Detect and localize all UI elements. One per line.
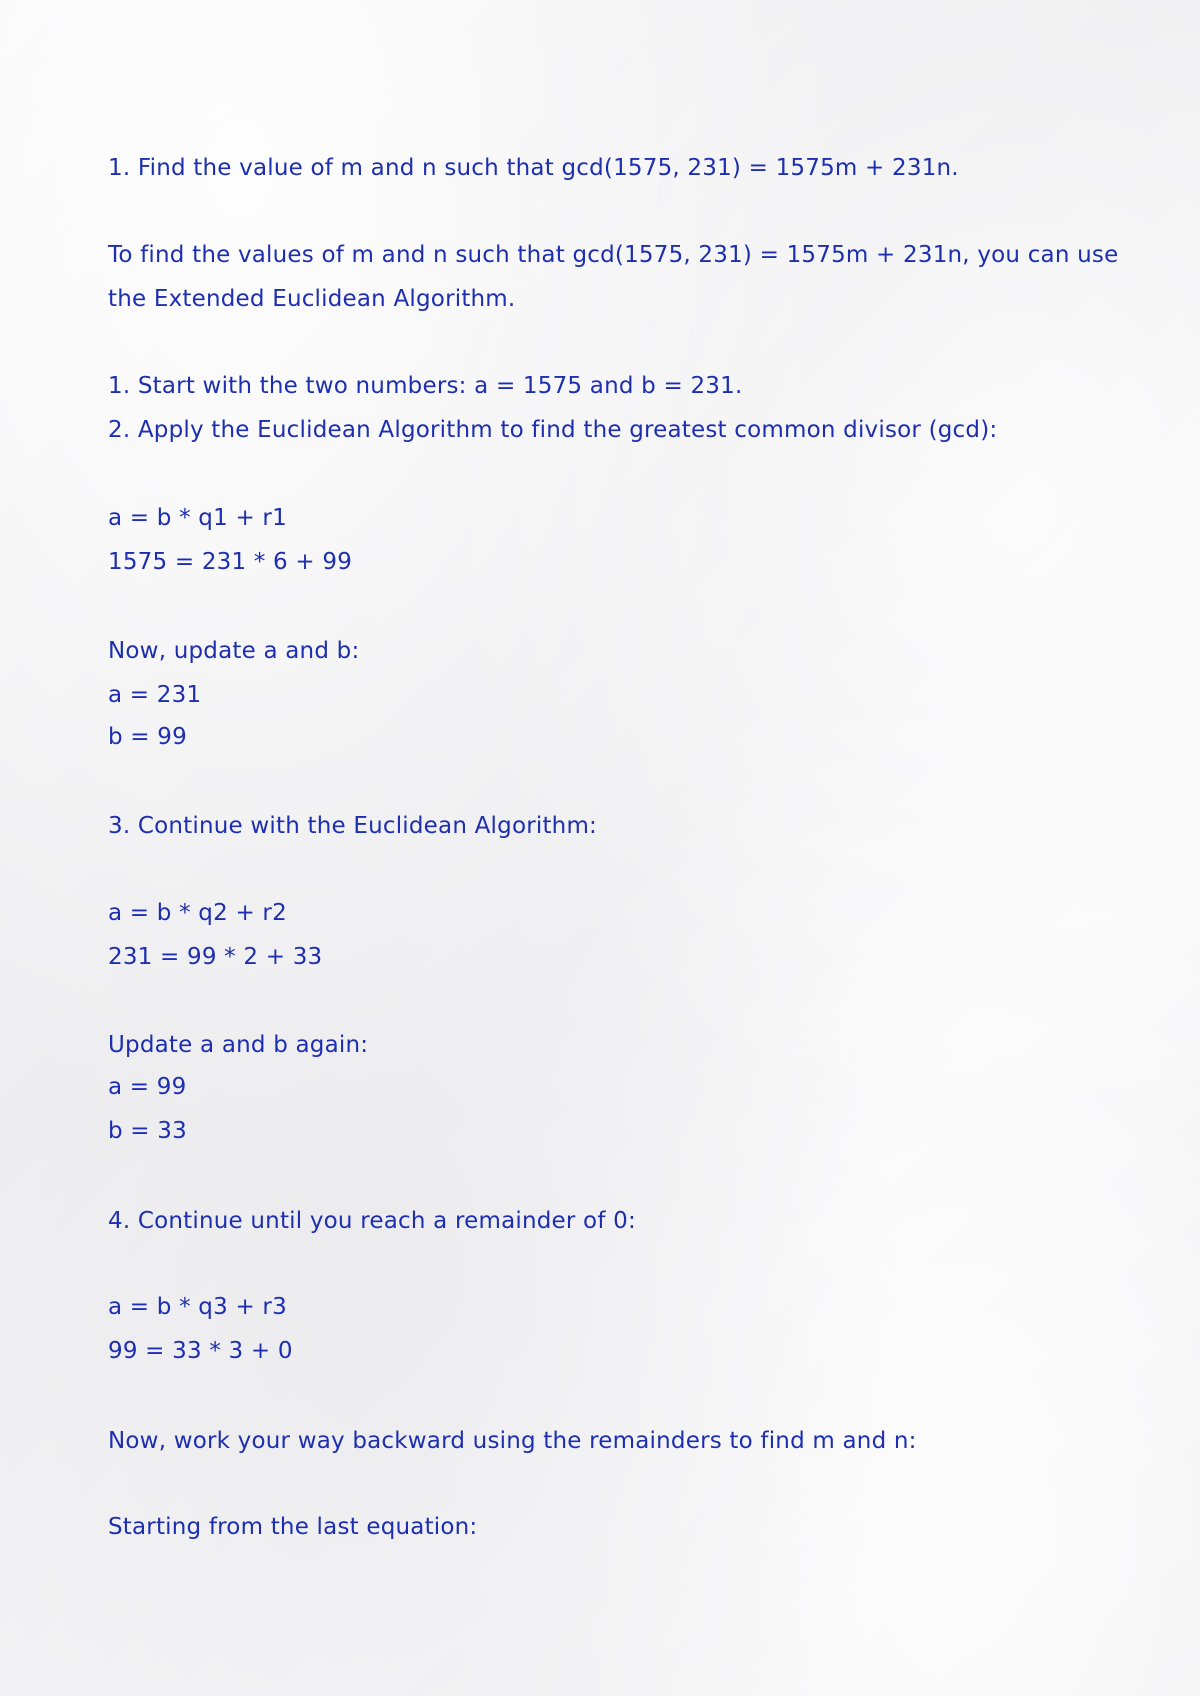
- equation-general-2: a = b * q2 + r2: [108, 900, 287, 926]
- equation-numeric-2: 231 = 99 * 2 + 33: [108, 944, 323, 970]
- intro-line-1: To find the values of m and n such that gcd(1575, 231) = 1575m + 231n, you can use: [108, 242, 1119, 268]
- update-heading-1: Now, update a and b:: [108, 638, 360, 664]
- step-4-line: 4. Continue until you reach a remainder of 0:: [108, 1208, 636, 1234]
- step-3-line: 3. Continue with the Euclidean Algorithm:: [108, 813, 598, 839]
- update-b-2: b = 33: [108, 1118, 187, 1144]
- step-2-line: 2. Apply the Euclidean Algorithm to find the greatest common divisor (gcd):: [108, 417, 998, 443]
- update-a-1: a = 231: [108, 682, 202, 708]
- step-1-line: 1. Start with the two numbers: a = 1575 and b = 231.: [108, 373, 743, 399]
- update-b-1: b = 99: [108, 724, 187, 750]
- intro-line-2: the Extended Euclidean Algorithm.: [108, 286, 516, 312]
- last-equation-line: Starting from the last equation:: [108, 1514, 478, 1540]
- question-line: 1. Find the value of m and n such that gcd(1575, 231) = 1575m + 231n.: [108, 155, 959, 181]
- equation-numeric-1: 1575 = 231 * 6 + 99: [108, 549, 353, 575]
- equation-general-3: a = b * q3 + r3: [108, 1294, 287, 1320]
- backward-line: Now, work your way backward using the remainders to find m and n:: [108, 1428, 917, 1454]
- equation-general-1: a = b * q1 + r1: [108, 505, 287, 531]
- update-heading-2: Update a and b again:: [108, 1032, 369, 1058]
- equation-numeric-3: 99 = 33 * 3 + 0: [108, 1338, 293, 1364]
- update-a-2: a = 99: [108, 1074, 187, 1100]
